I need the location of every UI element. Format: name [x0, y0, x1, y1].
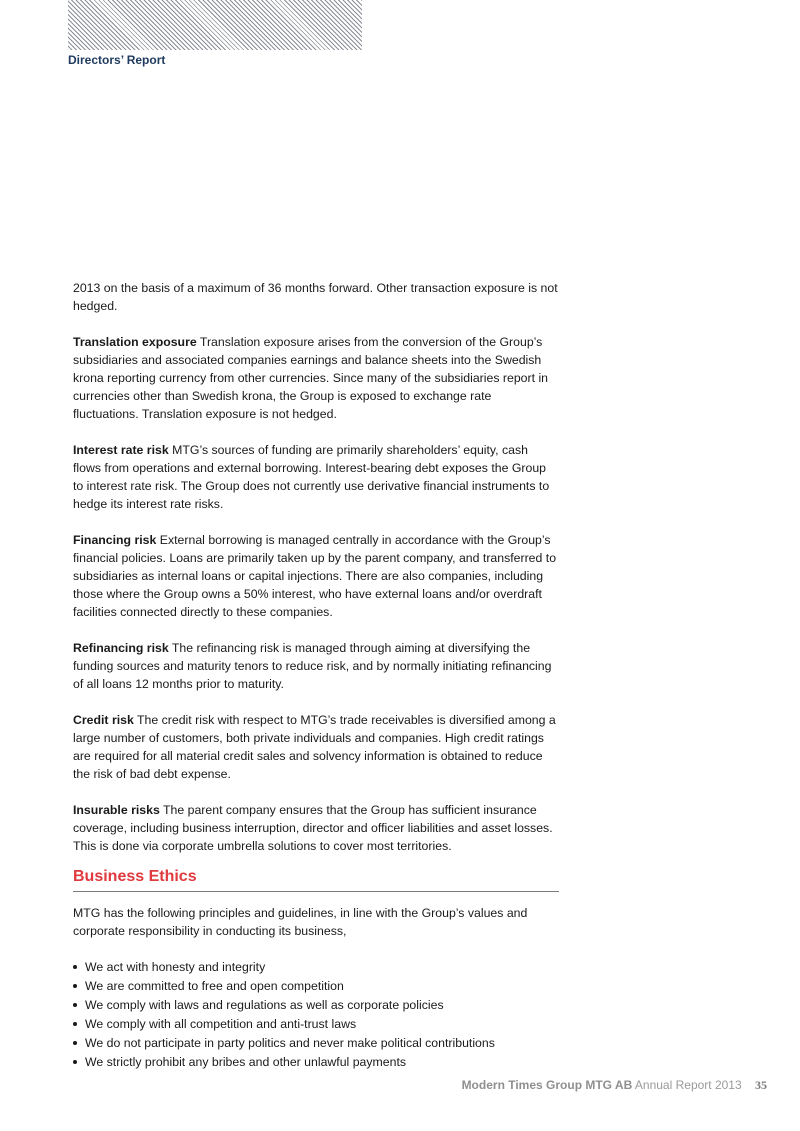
list-item: We comply with laws and regulations as well as corporate policies [73, 996, 559, 1015]
paragraph-insurable-risks: Insurable risks The parent company ensures that the Group has sufficient insurance coverage, including business interruption, director and officer liabilities and asset losses. This is done via corporate umbrella solutions to cover most territories. [73, 803, 553, 853]
list-item: We comply with all competition and anti-trust laws [73, 1015, 559, 1034]
header-hatch-pattern [68, 0, 362, 50]
paragraph-title: Translation exposure [73, 335, 197, 349]
footer-company: Modern Times Group MTG AB [461, 1078, 633, 1092]
paragraph-title: Insurable risks [73, 803, 160, 817]
page-footer [462, 1078, 767, 1093]
paragraph-translation-exposure: Translation exposure Translation exposure arises from the conversion of the Group’s subsidiaries and associated companies earnings and balance sheets into the Swedish krona reporting currency from other currencies. Since many of the subsidiaries report in currencies other than Swedish krona, the Group is exposed to exchange rate fluctuations. Translation exposure is not hedged. [73, 335, 549, 421]
business-ethics-heading: Business Ethics [73, 868, 197, 885]
ethics-bullet-list [73, 958, 559, 1072]
paragraph-title: Interest rate risk [73, 443, 169, 457]
list-item: We act with honesty and integrity [73, 958, 559, 977]
paragraph-transaction-continued: 2013 on the basis of a maximum of 36 months forward. Other transaction exposure is not hedged. [73, 281, 558, 313]
report-body [73, 279, 559, 1072]
list-item: We do not participate in party politics and never make political contributions [73, 1034, 559, 1053]
paragraph-interest-rate-risk: Interest rate risk MTG’s sources of funding are primarily shareholders’ equity, cash flows from operations and external borrowing. Interest-bearing debt exposes the Group to interest rate risk. The Group does not currently use derivative financial instruments to hedge its interest rate risks. [73, 443, 550, 511]
page-number: 35 [755, 1078, 767, 1092]
paragraph-title: Financing risk [73, 533, 157, 547]
heading-divider [73, 891, 559, 892]
section-label: Directors’ Report [68, 53, 166, 67]
ethics-intro: MTG has the following principles and guidelines, in line with the Group’s values and corporate responsibility in conducting its business, [73, 906, 528, 938]
list-item: We strictly prohibit any bribes and other unlawful payments [73, 1053, 559, 1072]
paragraph-refinancing-risk: Refinancing risk The refinancing risk is managed through aiming at diversifying the funding sources and maturity tenors to reduce risk, and by normally initiating refinancing of all loans 12 months prior to maturity. [73, 641, 552, 691]
paragraph-financing-risk: Financing risk External borrowing is managed centrally in accordance with the Group’s financial policies. Loans are primarily taken up by the parent company, and transferred to subsidiaries as internal loans or capital injections. There are also companies, including those where the Group owns a 50% interest, who have external loans and/or overdraft facilities connected directly to these companies. [73, 533, 557, 619]
paragraph-title: Credit risk [73, 713, 134, 727]
paragraph-credit-risk: Credit risk The credit risk with respect to MTG’s trade receivables is diversified among a large number of customers, both private individuals and companies. High credit ratings are required for all material credit sales and solvency information is obtained to reduce the risk of bad debt expense. [73, 713, 556, 781]
paragraph-title: Refinancing risk [73, 641, 169, 655]
footer-report: Annual Report 2013 [634, 1078, 742, 1092]
list-item: We are committed to free and open competition [73, 977, 559, 996]
